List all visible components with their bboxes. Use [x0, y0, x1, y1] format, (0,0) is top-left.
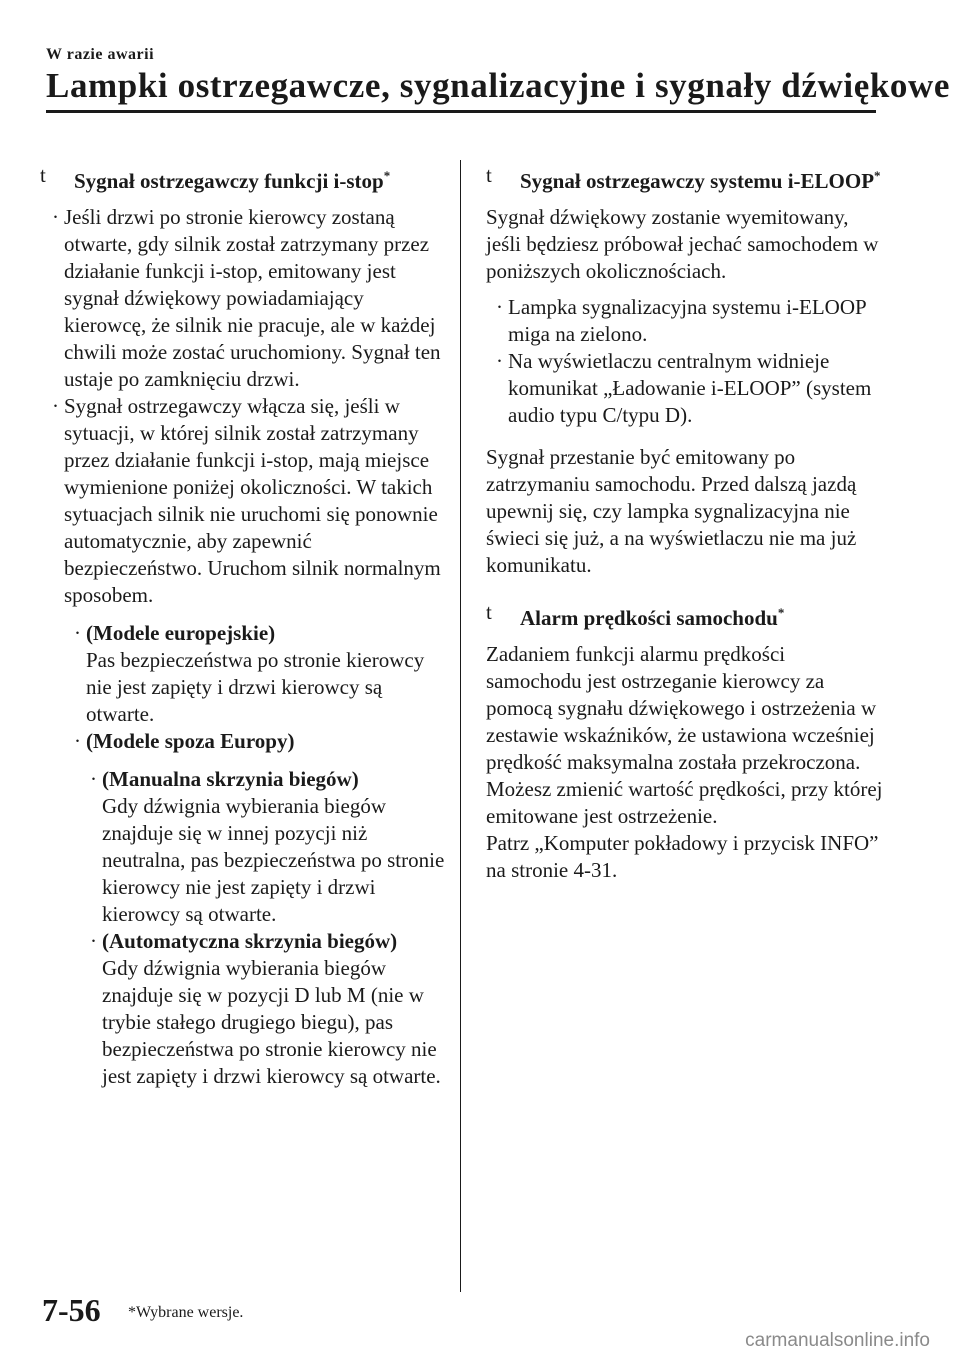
bullet-icon: · [74, 621, 81, 645]
bullet-icon: · [74, 729, 81, 753]
bullet-icon: · [52, 205, 59, 229]
eloop-intro: Sygnał dźwiękowy zostanie wyemitowany, jeśli będziesz próbował jechać samochodem w poniższych okolicznościach. [486, 205, 879, 283]
non-european-models-item [74, 728, 448, 755]
manual-gearbox-item [90, 766, 448, 928]
section-marker-icon: t [40, 163, 46, 187]
automatic-gearbox-title: (Automatyczna skrzynia biegów) [102, 929, 398, 953]
bullet-text: Jeśli drzwi po stronie kierowcy zostaną otwarte, gdy silnik został zatrzymany przez działanie funkcji i-stop, emitowany jest sygnał dźwiękowy powiadamiający kierowcę, że silnik nie pracuje, ale w każdej chwili może zostać uruchomiony. Sygnał ten ustaje po zamknięciu drzwi. [64, 205, 441, 391]
title-rule [46, 110, 876, 113]
eloop-bullet-display [496, 348, 886, 429]
manual-gearbox-title: (Manualna skrzynia biegów) [102, 767, 359, 791]
optional-star: * [383, 168, 391, 183]
bullet-icon: · [52, 394, 59, 418]
istop-bullet-conditions [52, 393, 448, 609]
bullet-icon: · [496, 295, 503, 319]
left-column [40, 162, 448, 1090]
section-label: W razie awarii [46, 46, 155, 63]
speed-alarm-heading-text: Alarm prędkości samochodu* [520, 605, 785, 630]
bullet-icon: · [90, 929, 97, 953]
optional-star: * [874, 168, 881, 183]
column-divider [460, 160, 461, 1292]
right-column [486, 162, 886, 884]
non-european-models-title: (Modele spoza Europy) [86, 729, 295, 753]
automatic-gearbox-item [90, 928, 448, 1090]
speed-alarm-text-2: Możesz zmienić wartość prędkości, przy której emitowane jest ostrzeżenie. [486, 777, 883, 828]
speed-alarm-reference[interactable]: Patrz „Komputer pokładowy i przycisk INFO” na stronie 4-31. [486, 831, 879, 882]
bullet-icon: · [496, 349, 503, 373]
istop-bullet-doors [52, 204, 448, 393]
european-models-item [74, 620, 448, 728]
eloop-bullet-lamp [496, 294, 886, 348]
section-marker-icon: t [486, 600, 492, 624]
speed-alarm-text-1: Zadaniem funkcji alarmu prędkości samochodu jest ostrzeganie kierowcy za pomocą sygnału dźwiękowego i ostrzeżenia w zestawie wskaźników, że ustawiona wcześniej prędkość maksymalna została przekroczona. [486, 642, 877, 774]
footnote: *Wybrane wersje. [128, 1304, 244, 1321]
watermark: carmanualsonline.info [745, 1330, 930, 1351]
automatic-gearbox-text: Gdy dźwignia wybierania biegów znajduje się w pozycji D lub M (nie w trybie stałego drugiego biegu), pas bezpieczeństwa po stronie kierowcy nie jest zapięty i drzwi kierowcy są otwarte. [102, 956, 441, 1088]
speed-alarm-heading [486, 599, 886, 632]
european-models-title: (Modele europejskie) [86, 621, 276, 645]
eloop-heading-text: Sygnał ostrzegawczy systemu i-ELOOP* [520, 168, 881, 193]
optional-star: * [777, 605, 785, 620]
page-title: Lampki ostrzegawcze, sygnalizacyjne i sygnały dźwiękowe [46, 66, 951, 105]
manual-gearbox-text: Gdy dźwignia wybierania biegów znajduje się w innej pozycji niż neutralna, pas bezpieczeństwa po stronie kierowcy nie jest zapięty i drzwi kierowcy są otwarte. [102, 794, 445, 926]
istop-heading [40, 162, 448, 195]
bullet-text: Na wyświetlaczu centralnym widnieje komunikat „Ładowanie i-ELOOP” (system audio typu C/typu D). [508, 349, 872, 427]
istop-heading-text: Sygnał ostrzegawczy funkcji i-stop* [74, 168, 391, 193]
european-models-text: Pas bezpieczeństwa po stronie kierowcy nie jest zapięty i drzwi kierowcy są otwarte. [86, 648, 425, 726]
bullet-icon: · [90, 767, 97, 791]
page-number: 7-56 [42, 1292, 101, 1328]
eloop-heading [486, 162, 886, 195]
bullet-text: Lampka sygnalizacyjna systemu i-ELOOP miga na zielono. [508, 295, 866, 346]
bullet-text: Sygnał ostrzegawczy włącza się, jeśli w sytuacji, w której silnik został zatrzymany przez działanie funkcji i-stop, mają miejsce wymienione poniżej okoliczności. W takich sytuacjach silnik nie uruchomi się ponownie automatycznie, aby zapewnić bezpieczeństwo. Uruchom silnik normalnym sposobem. [64, 394, 441, 607]
section-marker-icon: t [486, 163, 492, 187]
eloop-outro: Sygnał przestanie być emitowany po zatrzymaniu samochodu. Przed dalszą jazdą upewnij się, czy lampka sygnalizacyjna nie świeci się już, a na wyświetlaczu nie ma już komunikatu. [486, 445, 857, 577]
